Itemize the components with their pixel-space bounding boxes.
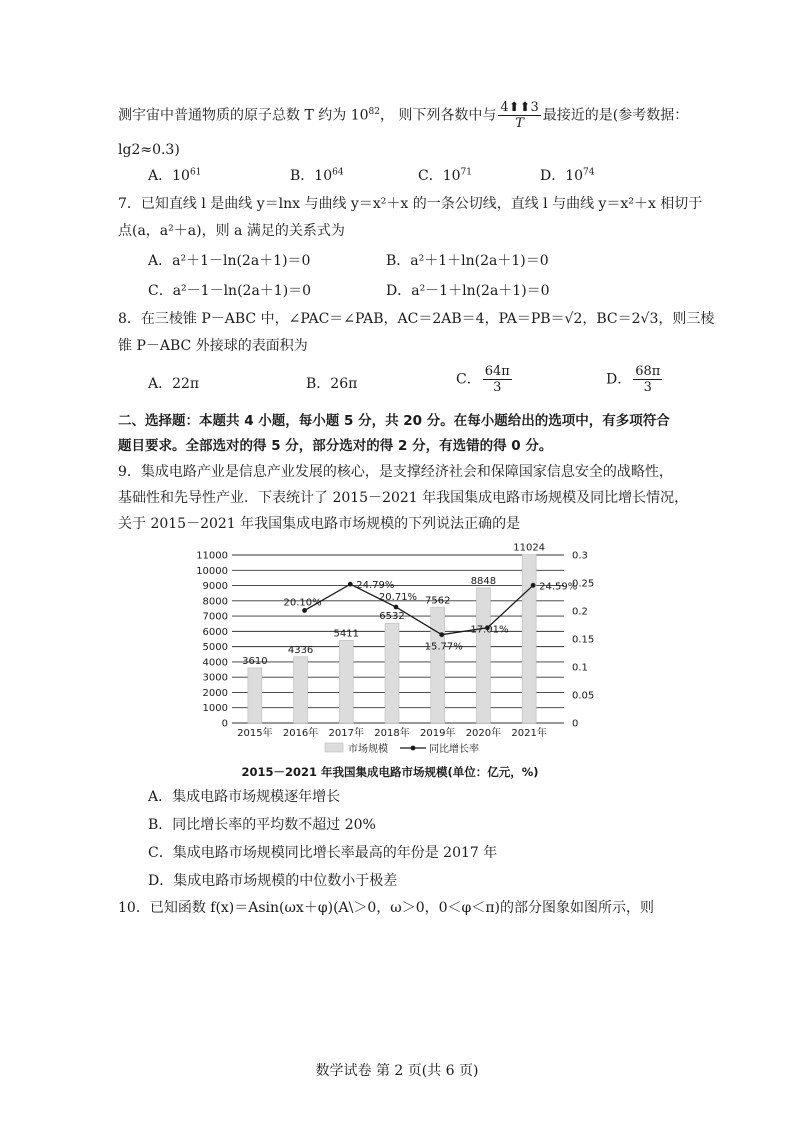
growth-value-label: 20.10% [283,597,322,609]
q8-option-c: C． $\frac{64\pi}{3}$ [456,364,510,395]
q7-line2: 点(a，a²＋a)，则 a 满足的关系式为 [118,223,345,239]
bar-value-label: 4336 [287,644,314,656]
right-tick-label: 0.1 [572,662,588,674]
q9-line1: 9．集成电路产业是信息产业发展的核心，是支撑经济社会和保障国家信息安全的战略性， [118,464,673,480]
q6-option-d: D．$10^{74}$ [540,167,595,184]
legend-line-marker [411,746,416,751]
x-tick-label: 2021年 [511,728,547,739]
bar-value-label: 5411 [333,628,360,640]
q7-option-a: A．a²＋1－ln(2a＋1)＝0 [148,253,311,269]
left-tick-label: 9000 [202,581,228,593]
left-tick-label: 8000 [202,596,228,608]
left-tick-label: 5000 [202,642,228,654]
left-tick-label: 1000 [202,703,228,715]
bar-value-label: 8848 [470,575,497,587]
q9-option-c: C．集成电路市场规模同比增长率最高的年份是 2017 年 [148,845,498,861]
bar-value-label: 3610 [242,655,268,667]
left-tick-label: 0 [221,718,228,730]
q6-option-c: C．$10^{71}$ [418,167,472,184]
bar [476,588,490,723]
left-tick-label: 4000 [202,657,228,669]
q9-option-b: B．同比增长率的平均数不超过 20% [148,817,376,833]
right-tick-label: 0.05 [572,690,595,702]
q8-option-a: A．22π [148,376,200,392]
left-tick-label: 3000 [202,672,228,684]
q9-option-d: D．集成电路市场规模的中位数小于极差 [148,873,398,889]
legend-bar-label: 市场规模 [348,744,388,755]
left-tick-label: 2000 [202,687,228,699]
right-tick-label: 0.3 [572,550,588,562]
bar [248,668,262,723]
market-chart [180,540,600,780]
growth-value-label: 24.79% [356,580,395,592]
bar [431,608,445,723]
bar [522,555,536,723]
growth-value-label: 17.01% [470,624,509,636]
q9-option-a: A．集成电路市场规模逐年增长 [148,789,341,805]
q6-fraction: $\frac{4⬆⬆3}{T}$ [500,100,539,131]
x-tick-label: 2020年 [465,728,502,739]
growth-value-label: 15.77% [424,641,463,653]
q8-line1: 8．在三棱锥 P－ABC 中，∠PAC＝∠PAB，AC＝2AB＝4，PA＝PB＝√2，BC＝2√3，则三棱 [118,311,715,327]
left-tick-label: 7000 [202,611,228,623]
x-tick-label: 2016年 [282,728,319,739]
q6-option-b: B．$10^{64}$ [290,167,344,184]
q6-line2: lg2≈0.3) [118,142,180,158]
q8-option-d: D． $\frac{68\pi}{3}$ [606,364,661,395]
left-tick-label: 11000 [196,550,228,562]
page-footer: 数学试卷 第 2 页(共 6 页) [315,1063,479,1079]
left-tick-label: 10000 [196,565,228,577]
growth-point [348,582,353,587]
growth-value-label: 24.59% [539,581,578,593]
growth-point [302,608,307,613]
bar-value-label: 7562 [424,595,451,607]
growth-point [439,632,444,637]
growth-point [394,605,399,610]
q8-option-b: B．26π [306,376,358,392]
q7-option-b: B．a²＋1＋ln(2a＋1)＝0 [386,253,549,269]
bar [339,640,353,723]
q7-line1: 7．已知直线 l 是曲线 y＝lnx 与曲线 y＝x²＋x 的一条公切线，直线 l 与曲线 y＝x²＋x 相切于 [118,196,703,212]
x-tick-label: 2015年 [237,728,273,739]
q6-line1: 测宇宙中普通物质的原子总数 T 约为 $10^{82}$， 则下列各数中与 $\frac{4⬆⬆3}{T}$ 最接近的是(参考数据： [118,100,689,131]
q10-line1: 10．已知函数 f(x)＝Asin(ωx＋φ)(A\＞0，ω＞0，0＜φ＜π)的部分图象如图所示，则 [118,900,654,916]
bar [294,657,308,723]
growth-value-label: 20.71% [378,592,418,604]
q8-line2: 锥 P－ABC 外接球的表面积为 [118,338,308,354]
bar [385,623,399,723]
right-tick-label: 0 [572,718,579,730]
right-tick-label: 0.15 [572,634,595,646]
section2-line1: 二、选择题：本题共 4 小题，每小题 5 分，共 20 分。在每小题给出的选项中，有多项符合 [118,413,670,429]
left-tick-label: 6000 [202,626,228,638]
x-tick-label: 2018年 [374,728,410,739]
legend-bar-swatch [325,743,343,752]
q7-option-c: C．a²－1－ln(2a＋1)＝0 [148,283,312,299]
bar-value-label: 11024 [513,542,546,554]
section2-line2: 题目要求。全部选对的得 5 分，部分选对的得 2 分，有选错的得 0 分。 [118,438,553,454]
x-tick-label: 2017年 [328,728,365,739]
bar-value-label: 6532 [379,611,405,623]
legend-line-label: 同比增长率 [429,744,479,755]
growth-point [531,583,536,588]
right-tick-label: 0.25 [572,578,595,590]
q7-option-d: D．a²－1＋ln(2a＋1)＝0 [386,283,550,299]
x-tick-label: 2019年 [419,728,456,739]
q6-option-a: A．$10^{61}$ [148,167,202,184]
chart-title: 2015－2021 年我国集成电路市场规模(单位：亿元，%) [241,765,539,779]
right-tick-label: 0.2 [572,606,588,618]
q9-line3: 关于 2015－2021 年我国集成电路市场规模的下列说法正确的是 [118,516,521,532]
q9-line2: 基础性和先导性产业．下表统计了 2015－2021 年我国集成电路市场规模及同比增长情况， [118,490,689,506]
